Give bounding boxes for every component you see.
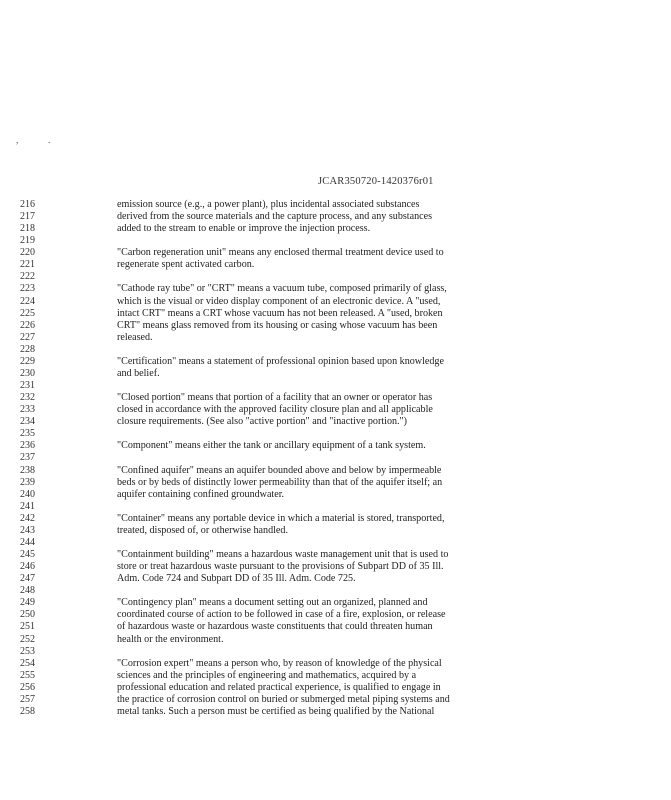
document-line — [0, 235, 671, 247]
document-line — [0, 404, 671, 416]
document-line — [0, 561, 671, 573]
document-line — [0, 452, 671, 464]
line-text: metal tanks. Such a person must be certified as being qualified by the National — [117, 705, 435, 717]
line-number: 249 — [20, 597, 35, 609]
line-text: beds or by beds of distinctly lower permeability than that of the aquifer itself; an — [117, 476, 443, 488]
line-number: 246 — [20, 561, 35, 573]
document-line — [0, 694, 671, 706]
line-text: "Component" means either the tank or ancillary equipment of a tank system. — [117, 440, 426, 452]
line-number: 244 — [20, 536, 35, 548]
document-line — [0, 199, 671, 211]
document-line — [0, 658, 671, 670]
document-line — [0, 573, 671, 585]
document-line — [0, 308, 671, 320]
line-text: health or the environment. — [117, 633, 224, 645]
line-text: Adm. Code 724 and Subpart DD of 35 Ill. Adm. Code 725. — [117, 573, 356, 585]
document-line — [0, 416, 671, 428]
line-number: 233 — [20, 404, 35, 416]
line-number: 223 — [20, 283, 35, 295]
line-number: 218 — [20, 223, 35, 235]
line-number: 234 — [20, 416, 35, 428]
line-number: 237 — [20, 452, 35, 464]
line-number: 231 — [20, 380, 35, 392]
document-line — [0, 670, 671, 682]
document-line — [0, 344, 671, 356]
document-line — [0, 271, 671, 283]
line-text: "Closed portion" means that portion of a facility that an owner or operator has — [117, 392, 433, 404]
document-line — [0, 247, 671, 259]
document-line — [0, 320, 671, 332]
document-line — [0, 513, 671, 525]
line-text: "Certification" means a statement of professional opinion based upon knowledge — [117, 355, 444, 367]
line-number: 236 — [20, 440, 35, 452]
line-number: 225 — [20, 307, 35, 319]
line-number: 245 — [20, 549, 35, 561]
line-number: 239 — [20, 476, 35, 488]
line-text: "Containment building" means a hazardous waste management unit that is used to — [117, 549, 449, 561]
line-number: 226 — [20, 319, 35, 331]
document-line — [0, 501, 671, 513]
line-text: "Carbon regeneration unit" means any enclosed thermal treatment device used to — [117, 247, 444, 259]
line-text: sciences and the principles of engineering and mathematics, acquired by a — [117, 669, 417, 681]
scan-speck: , — [16, 135, 19, 145]
line-number: 256 — [20, 681, 35, 693]
line-text: "Cathode ray tube" or "CRT" means a vacuum tube, composed primarily of glass, — [117, 283, 447, 295]
document-line — [0, 477, 671, 489]
line-number: 248 — [20, 585, 35, 597]
line-text: closure requirements. (See also "active portion" and "inactive portion.") — [117, 416, 408, 428]
line-number: 238 — [20, 464, 35, 476]
document-line — [0, 428, 671, 440]
line-text: closed in accordance with the approved facility closure plan and all applicable — [117, 404, 433, 416]
document-line — [0, 465, 671, 477]
line-number: 224 — [20, 295, 35, 307]
line-text: added to the stream to enable or improve the injection process. — [117, 223, 371, 235]
document-line — [0, 259, 671, 271]
line-text: "Contingency plan" means a document setting out an organized, planned and — [117, 597, 428, 609]
line-number: 247 — [20, 573, 35, 585]
line-text: derived from the source materials and the capture process, and any substances — [117, 211, 433, 223]
document-line — [0, 283, 671, 295]
line-text: emission source (e.g., a power plant), plus incidental associated substances — [117, 199, 420, 210]
line-number: 216 — [20, 199, 35, 210]
line-number: 232 — [20, 392, 35, 404]
line-text: treated, disposed of, or otherwise handled. — [117, 524, 288, 536]
line-number: 253 — [20, 645, 35, 657]
line-number: 240 — [20, 488, 35, 500]
document-line — [0, 440, 671, 452]
document-line — [0, 368, 671, 380]
line-number: 241 — [20, 500, 35, 512]
line-number: 227 — [20, 331, 35, 343]
document-line — [0, 392, 671, 404]
line-text: and belief. — [117, 367, 160, 379]
line-text: which is the visual or video display component of an electronic device. A "used, — [117, 295, 441, 307]
line-text: the practice of corrosion control on buried or submerged metal piping systems and — [117, 693, 450, 705]
document-line — [0, 585, 671, 597]
document-line — [0, 525, 671, 537]
document-line — [0, 223, 671, 235]
document-line — [0, 597, 671, 609]
line-number: 242 — [20, 512, 35, 524]
line-text: regenerate spent activated carbon. — [117, 259, 255, 271]
document-line — [0, 332, 671, 344]
line-number: 229 — [20, 355, 35, 367]
line-number: 220 — [20, 247, 35, 259]
line-text: coordinated course of action to be followed in case of a fire, explosion, or release — [117, 609, 446, 621]
document-line — [0, 537, 671, 549]
line-text: intact CRT" means a CRT whose vacuum has not been released. A "used, broken — [117, 307, 443, 319]
document-header-code: JCAR350720-1420376r01 — [318, 176, 434, 187]
document-line — [0, 211, 671, 223]
line-number: 251 — [20, 621, 35, 633]
document-line — [0, 609, 671, 621]
line-number: 254 — [20, 657, 35, 669]
document-line — [0, 706, 671, 718]
line-number: 257 — [20, 693, 35, 705]
document-line — [0, 356, 671, 368]
line-number: 228 — [20, 343, 35, 355]
line-number: 235 — [20, 428, 35, 440]
line-text: aquifer containing confined groundwater. — [117, 488, 285, 500]
line-text: "Corrosion expert" means a person who, by reason of knowledge of the physical — [117, 657, 442, 669]
document-line — [0, 296, 671, 308]
line-number: 243 — [20, 524, 35, 536]
line-number: 230 — [20, 367, 35, 379]
document-line — [0, 682, 671, 694]
line-text: store or treat hazardous waste pursuant to the provisions of Subpart DD of 35 Ill. — [117, 561, 444, 573]
line-text: professional education and related practical experience, is qualified to engage in — [117, 681, 441, 693]
line-text: of hazardous waste or hazardous waste constituents that could threaten human — [117, 621, 433, 633]
line-number: 252 — [20, 633, 35, 645]
line-text: released. — [117, 331, 153, 343]
document-line — [0, 380, 671, 392]
scan-speck: . — [48, 135, 51, 145]
document-line — [0, 549, 671, 561]
line-number: 219 — [20, 235, 35, 247]
line-text: "Confined aquifer" means an aquifer bounded above and below by impermeable — [117, 464, 442, 476]
document-line — [0, 646, 671, 658]
document-line — [0, 621, 671, 633]
line-number: 221 — [20, 259, 35, 271]
line-text: "Container" means any portable device in which a material is stored, transported, — [117, 512, 445, 524]
line-number: 258 — [20, 705, 35, 717]
document-line — [0, 634, 671, 646]
line-number: 255 — [20, 669, 35, 681]
line-text: CRT" means glass removed from its housing or casing whose vacuum has been — [117, 319, 438, 331]
line-number: 222 — [20, 271, 35, 283]
document-line — [0, 489, 671, 501]
line-number: 250 — [20, 609, 35, 621]
line-number: 217 — [20, 211, 35, 223]
